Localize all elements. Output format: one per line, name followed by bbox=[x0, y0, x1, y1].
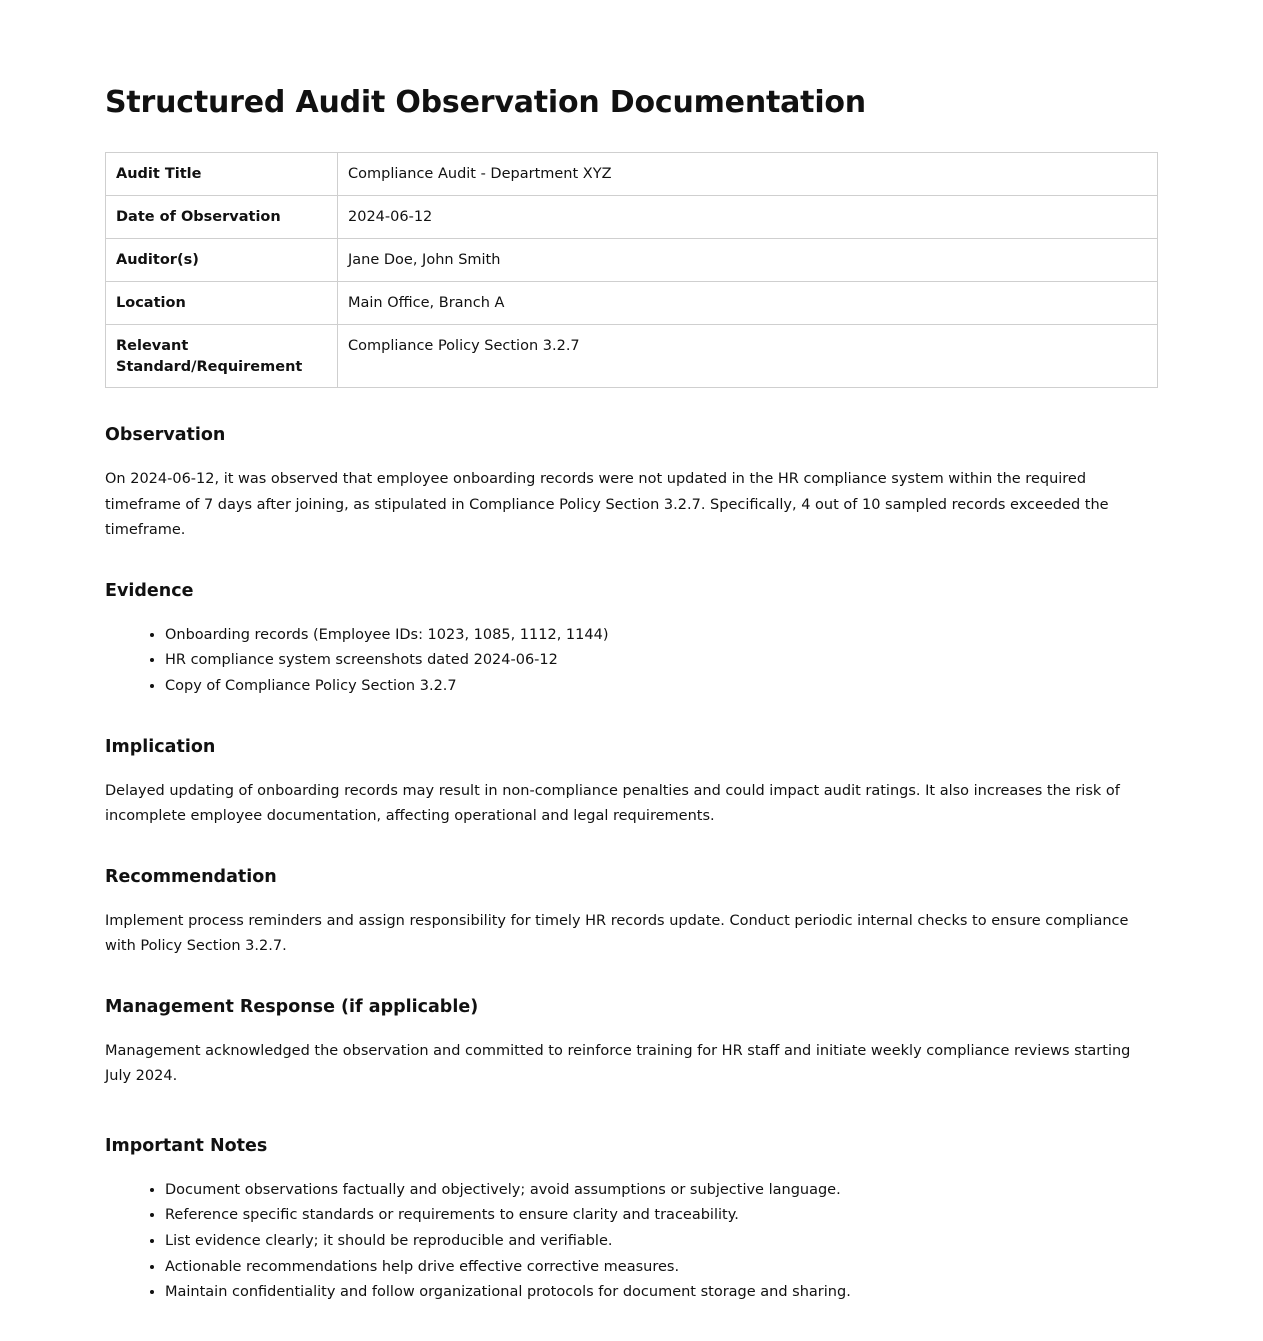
list-item: • Copy of Compliance Policy Section 3.2.7 bbox=[165, 674, 1158, 700]
observation-section bbox=[105, 422, 1158, 544]
evidence-section bbox=[105, 578, 1158, 700]
location-label: Location bbox=[106, 282, 338, 325]
relevant-standard-label: Relevant Standard/Requirement bbox=[106, 325, 338, 388]
table-row bbox=[106, 325, 1158, 388]
table-row bbox=[106, 153, 1158, 196]
important-notes-section bbox=[105, 1133, 1158, 1307]
list-item: • Document observations factually and objectively; avoid assumptions or subjective language. bbox=[165, 1178, 1158, 1204]
table-row bbox=[106, 196, 1158, 239]
list-item: • HR compliance system screenshots dated 2024-06-12 bbox=[165, 648, 1158, 674]
relevant-standard-value: Compliance Policy Section 3.2.7 bbox=[338, 325, 1158, 388]
audit-details-table bbox=[105, 152, 1158, 388]
recommendation-section bbox=[105, 864, 1158, 960]
important-notes-list bbox=[105, 1178, 1158, 1307]
observation-text: On 2024-06-12, it was observed that employee onboarding records were not updated in the HR compliance system within the required timeframe of 7 days after joining, as stipulated in Compliance Policy Section 3.2.7. Specifically, 4 out of 10 sampled records exceeded the timeframe. bbox=[105, 471, 1109, 538]
table-row bbox=[106, 239, 1158, 282]
observation-heading: Observation bbox=[105, 425, 226, 445]
audit-title-label: Audit Title bbox=[106, 153, 338, 196]
list-item: • Maintain confidentiality and follow organizational protocols for document storage and sharing. bbox=[165, 1280, 1158, 1306]
management-response-text: Management acknowledged the observation and committed to reinforce training for HR staff and initiate weekly compliance reviews starting July 2024. bbox=[105, 1042, 1131, 1085]
recommendation-text: Implement process reminders and assign responsibility for timely HR records update. Conduct periodic internal checks to ensure compliance with Policy Section 3.2.7. bbox=[105, 912, 1129, 955]
auditors-label: Auditor(s) bbox=[106, 239, 338, 282]
date-of-observation-label: Date of Observation bbox=[106, 196, 338, 239]
implication-heading: Implication bbox=[105, 736, 216, 757]
date-of-observation-value: 2024-06-12 bbox=[338, 196, 1158, 239]
list-item: • Reference specific standards or requirements to ensure clarity and traceability. bbox=[165, 1203, 1158, 1229]
important-notes-heading: Important Notes bbox=[105, 1135, 268, 1156]
evidence-list bbox=[105, 623, 1158, 700]
table-row bbox=[106, 282, 1158, 325]
location-value: Main Office, Branch A bbox=[338, 282, 1158, 325]
list-item: • List evidence clearly; it should be reproducible and verifiable. bbox=[165, 1229, 1158, 1255]
audit-title-value: Compliance Audit - Department XYZ bbox=[338, 153, 1158, 196]
management-response-heading: Management Response (if applicable) bbox=[105, 996, 479, 1017]
management-response-section bbox=[105, 994, 1158, 1090]
recommendation-heading: Recommendation bbox=[105, 866, 277, 887]
list-item: • Onboarding records (Employee IDs: 1023, 1085, 1112, 1144) bbox=[165, 623, 1158, 649]
implication-text: Delayed updating of onboarding records may result in non-compliance penalties and could impact audit ratings. It also increases the risk of incomplete employee documentation, affecting operational and legal requirements. bbox=[105, 782, 1120, 825]
list-item: • Actionable recommendations help drive effective corrective measures. bbox=[165, 1255, 1158, 1281]
auditors-value: Jane Doe, John Smith bbox=[338, 239, 1158, 282]
implication-section bbox=[105, 734, 1158, 830]
page-title: Structured Audit Observation Documentation bbox=[105, 85, 866, 120]
evidence-heading: Evidence bbox=[105, 580, 194, 601]
